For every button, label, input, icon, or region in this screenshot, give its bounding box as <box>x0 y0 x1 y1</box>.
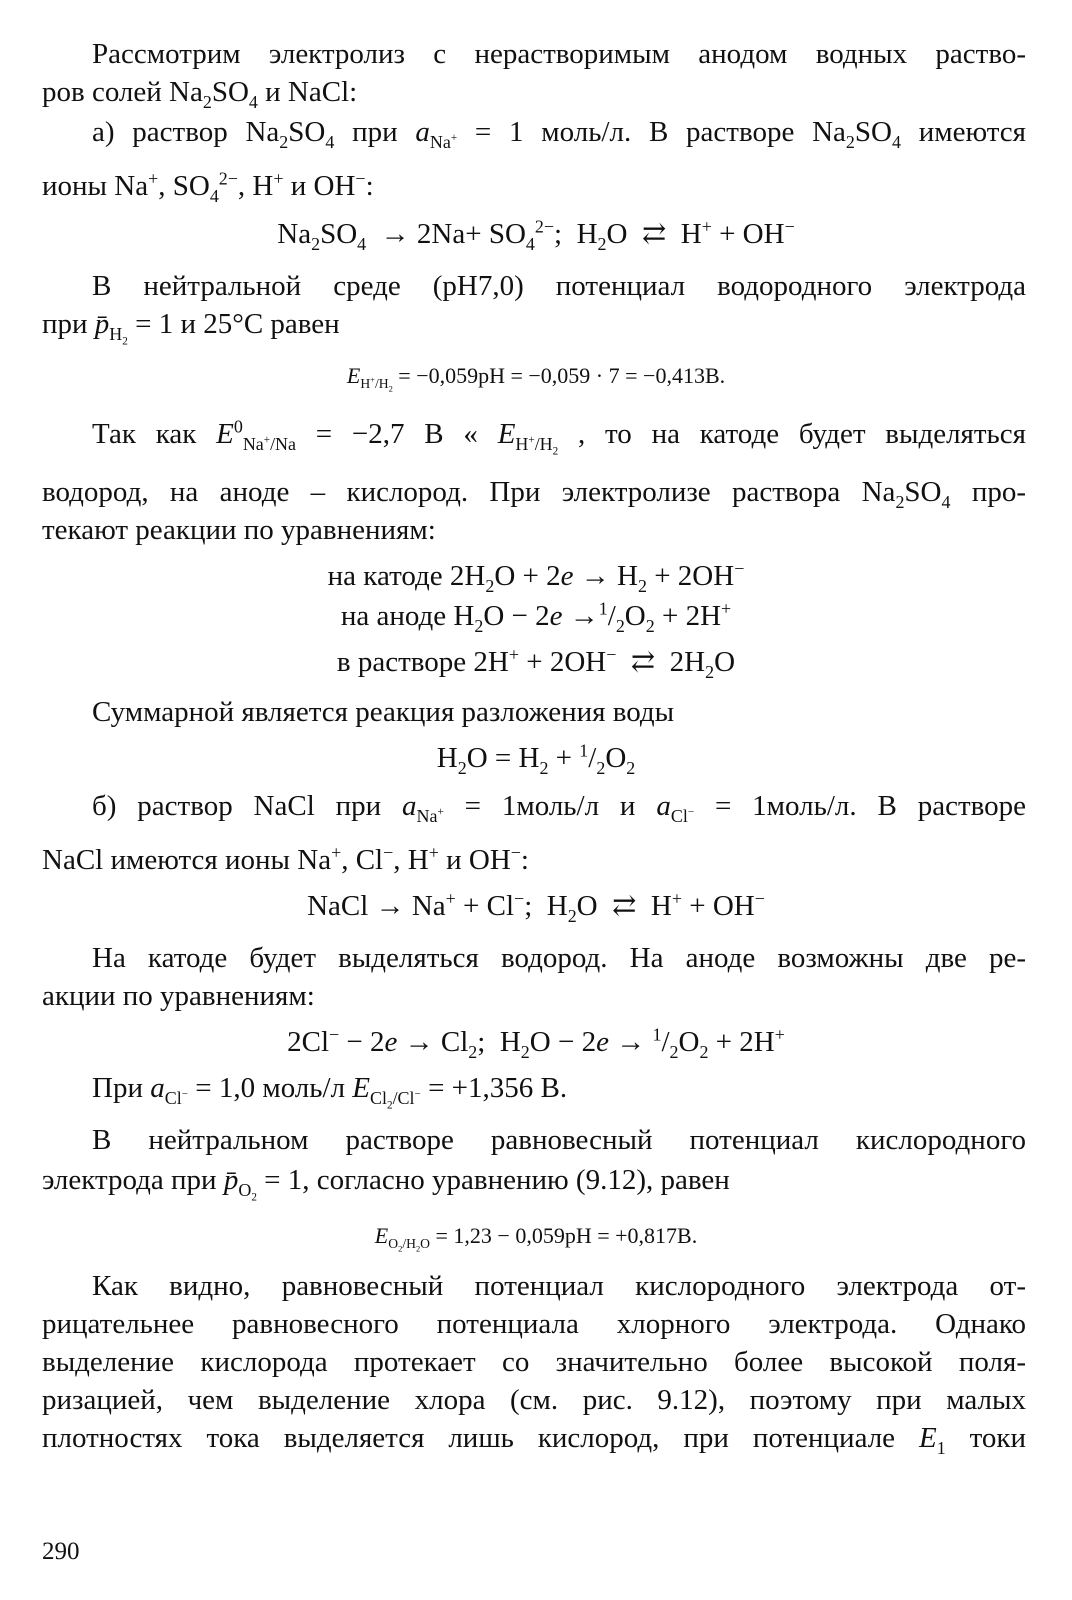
text-line-31: плотностях тока выделяется лишь кислород, при потенциале $E_1$ токи <box>42 1422 1026 1458</box>
equation-oxygen-potential: $E_{O_2/H_2O} = 1,23 - 0,059pH = +0,817В$. <box>374 1223 698 1255</box>
equation-hydrogen-potential: $E_{H^+/H_2} = -0,059pH = -0,059 \cdot 7 = -0,413В$. <box>346 363 726 395</box>
equation-anode: на аноде $H_2O - 2e \to^1/_2O_2 + 2H^+$ <box>340 598 732 636</box>
text-line-20: На катоде будет выделяться водород. На аноде возможны две ре- <box>92 942 1026 974</box>
text-line-25: электрода при $p̄_{O_2} = 1$, согласно уравнению (9.12), равен <box>42 1164 730 1204</box>
text-line-28: рицательнее равновесного потенциала хлорного электрода. Однако <box>42 1308 1026 1340</box>
text-line-1: Рассмотрим электролиз с нерастворимым анодом водных раство- <box>92 38 1026 70</box>
text-line-7: при $p̄_{H_2} = 1$ и 25°С равен <box>42 308 340 348</box>
text-line-11: текают реакции по уравнениям: <box>42 514 436 546</box>
text-line-24: В нейтральном растворе равновесный потенциал кислородного <box>92 1124 1026 1156</box>
text-line-17: б) раствор NaCl при $a_{Na^+}$ = 1моль/л и $a_{Cl^-}$ = 1моль/л. В растворе <box>92 790 1026 826</box>
equation-anode-reactions: $2Cl^- - 2e \to Cl_2$; $H_2O - 2e \to ^1/_2O_2 + 2H^+$ <box>287 1024 785 1062</box>
text-line-9: Так как $E^0_{Na^+/Na} = -2,7$ В « $E_{H^+/H_2}$ , то на катоде будет выделяться <box>92 416 1026 458</box>
equation-na2so4-dissociation: $Na_2SO_4 \to 2Na+ SO_4^{2-}$; $H_2O$ ⇄ H+ + OH− <box>277 216 795 254</box>
text-line-3: а) раствор $Na_2SO_4$ при $a_{Na^+} = 1$ моль/л. В растворе $Na_2SO_4$ имеются <box>92 116 1026 152</box>
page-number: 290 <box>42 1538 80 1565</box>
text-line-2: ров солей $Na_2SO_4$ и NaCl: <box>42 76 358 112</box>
equation-cathode: на катоде $2H_2O + 2e \to H_2 + 2OH^-$ <box>327 558 745 596</box>
text-line-30: ризацией, чем выделение хлора (см. рис. 9.12), поэтому при малых <box>42 1384 1026 1416</box>
text-line-27: Как видно, равновесный потенциал кислородного электрода от- <box>92 1270 1026 1302</box>
equation-solution: в растворе 2H+ + 2OH− ⇄ $2H_2O$ <box>336 644 736 682</box>
text-line-15: Суммарной является реакция разложения воды <box>92 696 675 728</box>
text-line-18: NaCl имеются ионы Na+, Cl−, H+ и OH−: <box>42 842 529 876</box>
text-line-23: При $a_{Cl^-} = 1,0$ моль/л $E_{Cl_2/Cl^-} = +1,356$ В. <box>92 1072 568 1112</box>
text-line-21: акции по уравнениям: <box>42 980 315 1012</box>
text-line-6: В нейтральной среде (pH7,0) потенциал водородного электрода <box>92 270 1026 302</box>
text-line-29: выделение кислорода протекает со значительно более высокой поля- <box>42 1346 1026 1378</box>
equation-nacl-dissociation: NaCl → Na+ + Cl−; $H_2O$ ⇄ H+ + OH− <box>307 888 765 926</box>
equation-water-decomposition: $H_2O = H_2 + ^1/_2O_2$ <box>436 740 636 778</box>
text-line-10: водород, на аноде – кислород. При электролизе раствора $Na_2SO_4$ про- <box>42 476 1026 512</box>
text-line-4: ионы Na+, $SO_4^{2-}$, H+ и OH−: <box>42 168 374 206</box>
